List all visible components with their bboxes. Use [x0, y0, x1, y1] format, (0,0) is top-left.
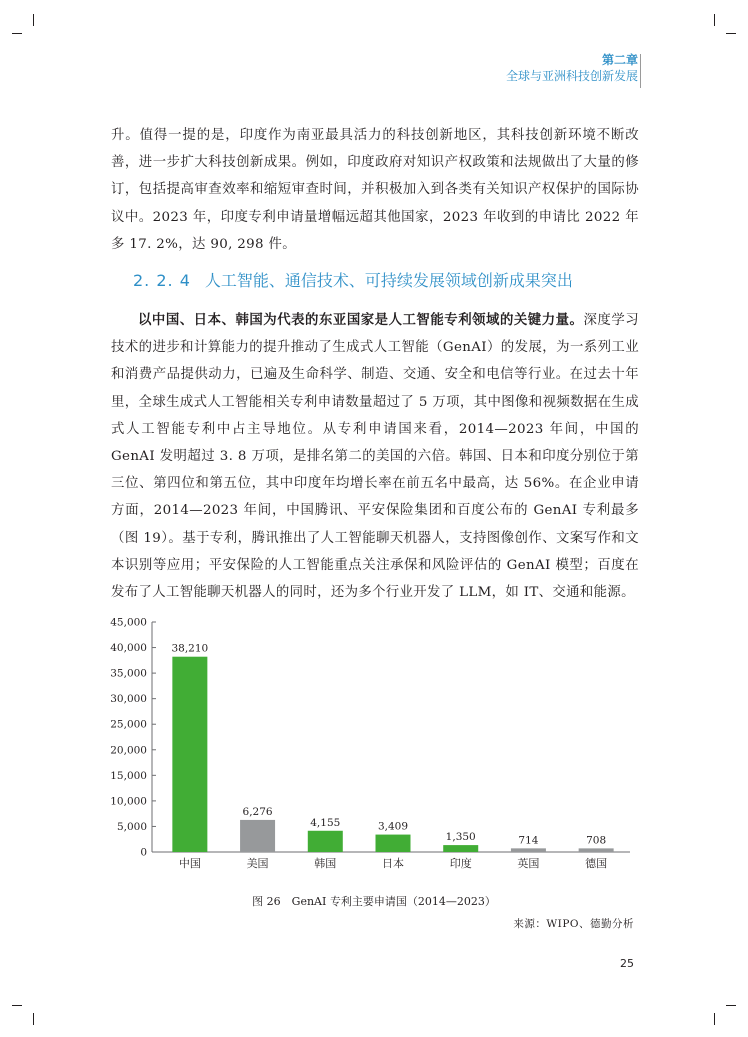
bar-中国	[172, 657, 207, 852]
y-tick-label: 25,000	[110, 718, 147, 731]
figure-caption: 图 26 GenAI 专利主要申请国（2014—2023）	[252, 895, 496, 908]
bar-韩国	[308, 831, 343, 852]
crop-mark-bottom-right-h	[726, 1005, 736, 1006]
bar-英国	[511, 848, 546, 852]
bar-印度	[443, 845, 478, 852]
crop-mark-top-left-v	[33, 14, 34, 26]
bar-日本	[376, 835, 411, 852]
data-label: 6,276	[242, 805, 273, 818]
section-heading	[133, 268, 573, 291]
x-tick-label: 印度	[449, 857, 472, 870]
section-number: 2. 2. 4	[133, 271, 191, 290]
data-label: 38,210	[171, 642, 209, 655]
data-label: 4,155	[310, 816, 341, 829]
bar-美国	[240, 820, 275, 852]
bar-德国	[579, 848, 614, 852]
data-label: 708	[586, 834, 607, 847]
data-label: 714	[518, 834, 539, 847]
y-tick-label: 35,000	[110, 667, 147, 680]
x-tick-label: 韩国	[314, 857, 337, 870]
crop-mark-bottom-left-h	[12, 1005, 22, 1006]
chapter-number: 第二章	[601, 53, 638, 67]
y-tick-label: 10,000	[110, 795, 147, 808]
crop-mark-top-right-h	[726, 33, 736, 34]
crop-mark-bottom-right-v	[714, 1013, 715, 1025]
x-tick-label: 中国	[178, 857, 201, 870]
header-divider	[640, 54, 641, 88]
data-label: 3,409	[377, 820, 409, 833]
y-tick-label: 40,000	[110, 642, 147, 655]
y-tick-label: 15,000	[110, 769, 147, 782]
page-number: 25	[620, 957, 634, 970]
bar-chart	[100, 612, 640, 882]
x-tick-label: 英国	[517, 857, 540, 870]
running-header	[506, 52, 638, 84]
paragraph-body: 深度学习技术的进步和计算能力的提升推动了生成式人工智能（GenAI）的发展，为一系列工业和消费产品提供动力，已遍及生命科学、制造、交通、安全和电信等行业。在过去十年里，全球生成式人工智能相关专利申请数量超过了 5 万项，其中图像和视频数据在生成式人工智能专利中占主导地位。从专利申请国来看，2014—2023 年间，中国的 GenAI 发明超过 3. 8 万项，是排名第二的美国的六倍。韩国、日本和印度分别位于第三位、第四位和第五位，其中印度年均增长率在前五名中最高，达 56%。在企业申请方面，2014—2023 年间，中国腾讯、平安保险集团和百度公布的 GenAI 专利最多（图 19）。基于专利，腾讯推出了人工智能聊天机器人，支持图像创作、文案写作和文本识别等应用；平安保险的人工智能重点关注承保和风险评估的 GenAI 模型；百度在发布了人工智能聊天机器人的同时，还为多个行业开发了 LLM，如 IT、交通和能源。	[111, 313, 639, 601]
body-paragraph-2	[111, 307, 639, 606]
chapter-title: 全球与亚洲科技创新发展	[505, 69, 638, 83]
paragraph-lead: 以中国、日本、韩国为代表的东亚国家是人工智能专利领域的关键力量。	[138, 312, 584, 328]
crop-mark-top-right-v	[714, 14, 715, 26]
y-tick-label: 30,000	[110, 693, 147, 706]
figure-source: 来源：WIPO、德勤分析	[513, 918, 634, 930]
data-label: 1,350	[445, 831, 476, 844]
y-tick-label: 0	[140, 846, 147, 859]
x-tick-label: 美国	[246, 857, 269, 870]
y-tick-label: 20,000	[110, 744, 147, 757]
x-tick-label: 日本	[382, 857, 404, 870]
crop-mark-bottom-left-v	[33, 1013, 34, 1025]
section-title: 人工智能、通信技术、可持续发展领域创新成果突出	[204, 271, 573, 290]
crop-mark-top-left-h	[12, 33, 22, 34]
y-tick-label: 5,000	[116, 820, 147, 833]
x-tick-label: 德国	[585, 857, 608, 870]
body-paragraph-1: 升。值得一提的是，印度作为南亚最具活力的科技创新地区，其科技创新环境不断改善，进一步扩大科技创新成果。例如，印度政府对知识产权政策和法规做出了大量的修订，包括提高审查效率和缩短审查时间，并积极加入到各类有关知识产权保护的国际协议中。2023 年，印度专利申请量增幅远超其他国家，2023 年收到的申请比 2022 年多 17. 2%，达 90, 298 件。	[111, 128, 639, 252]
y-tick-label: 45,000	[110, 616, 147, 629]
